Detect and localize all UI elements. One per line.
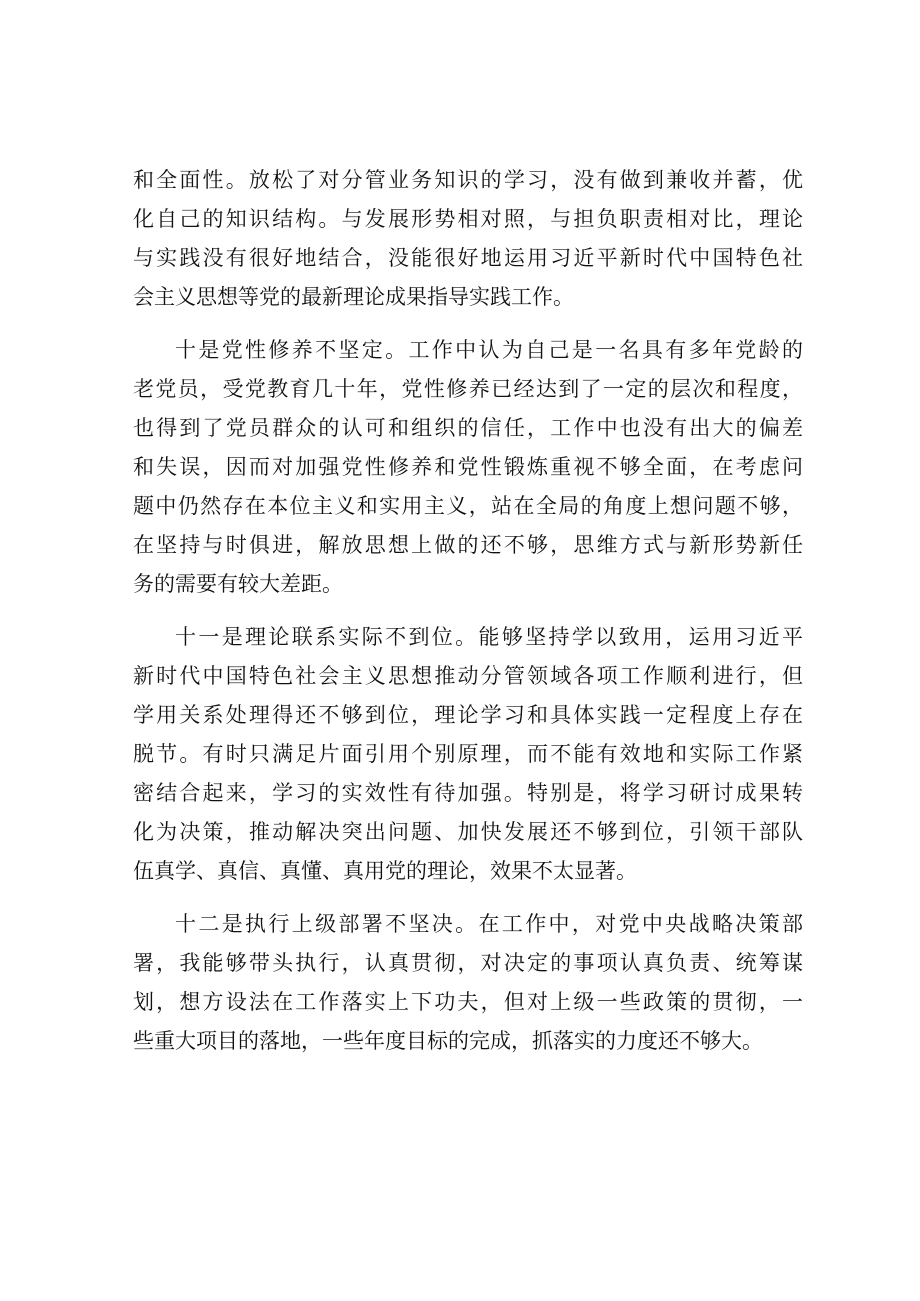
paragraph-item-10 bbox=[133, 331, 803, 604]
text-line: 划，想方设法在工作落实上下功夫，但对上级一些政策的贯彻，一 bbox=[133, 990, 803, 1014]
text-line: 新时代中国特色社会主义思想推动分管领域各项工作顺利进行，但 bbox=[133, 664, 803, 688]
text-line: 化为决策，推动解决突出问题、加快发展还不够到位，引领干部队 bbox=[133, 820, 803, 844]
text-line: 与实践没有很好地结合，没能很好地运用习近平新时代中国特色社 bbox=[133, 246, 803, 270]
paragraph-continuation bbox=[133, 161, 803, 317]
document-body bbox=[133, 161, 803, 1075]
text-line: 和失误，因而对加强党性修养和党性锻炼重视不够全面，在考虑问 bbox=[133, 455, 803, 479]
paragraph-item-11 bbox=[133, 618, 803, 891]
text-line: 化自己的知识结构。与发展形势相对照，与担负职责相对比，理论 bbox=[133, 207, 803, 231]
text-line: 也得到了党员群众的认可和组织的信任，工作中也没有出大的偏差 bbox=[133, 416, 803, 440]
text-line: 密结合起来，学习的实效性有待加强。特别是，将学习研讨成果转 bbox=[133, 781, 803, 805]
text-line: 学用关系处理得还不够到位，理论学习和具体实践一定程度上存在 bbox=[133, 703, 803, 727]
text-line: 在坚持与时俱进，解放思想上做的还不够，思维方式与新形势新任 bbox=[133, 533, 803, 557]
text-line: 十是党性修养不坚定。工作中认为自己是一名具有多年党龄的 bbox=[175, 338, 803, 362]
text-line: 署，我能够带头执行，认真贯彻，对决定的事项认真负责、统筹谋 bbox=[133, 951, 803, 975]
text-line: 伍真学、真信、真懂、真用党的理论，效果不太显著。 bbox=[133, 859, 637, 883]
text-line: 老党员，受党教育几十年，党性修养已经达到了一定的层次和程度， bbox=[133, 377, 803, 401]
text-line: 务的需要有较大差距。 bbox=[133, 572, 343, 596]
text-line: 脱节。有时只满足片面引用个别原理，而不能有效地和实际工作紧 bbox=[133, 742, 803, 766]
text-line: 题中仍然存在本位主义和实用主义，站在全局的角度上想问题不够， bbox=[133, 494, 803, 518]
text-line: 十一是理论联系实际不到位。能够坚持学以致用，运用习近平 bbox=[175, 625, 803, 649]
paragraph-item-12 bbox=[133, 905, 803, 1061]
text-line: 和全面性。放松了对分管业务知识的学习，没有做到兼收并蓄，优 bbox=[133, 168, 803, 192]
text-line: 些重大项目的落地，一些年度目标的完成，抓落实的力度还不够大。 bbox=[133, 1029, 763, 1053]
text-line: 会主义思想等党的最新理论成果指导实践工作。 bbox=[133, 285, 574, 309]
text-line: 十二是执行上级部署不坚决。在工作中，对党中央战略决策部 bbox=[175, 912, 803, 936]
